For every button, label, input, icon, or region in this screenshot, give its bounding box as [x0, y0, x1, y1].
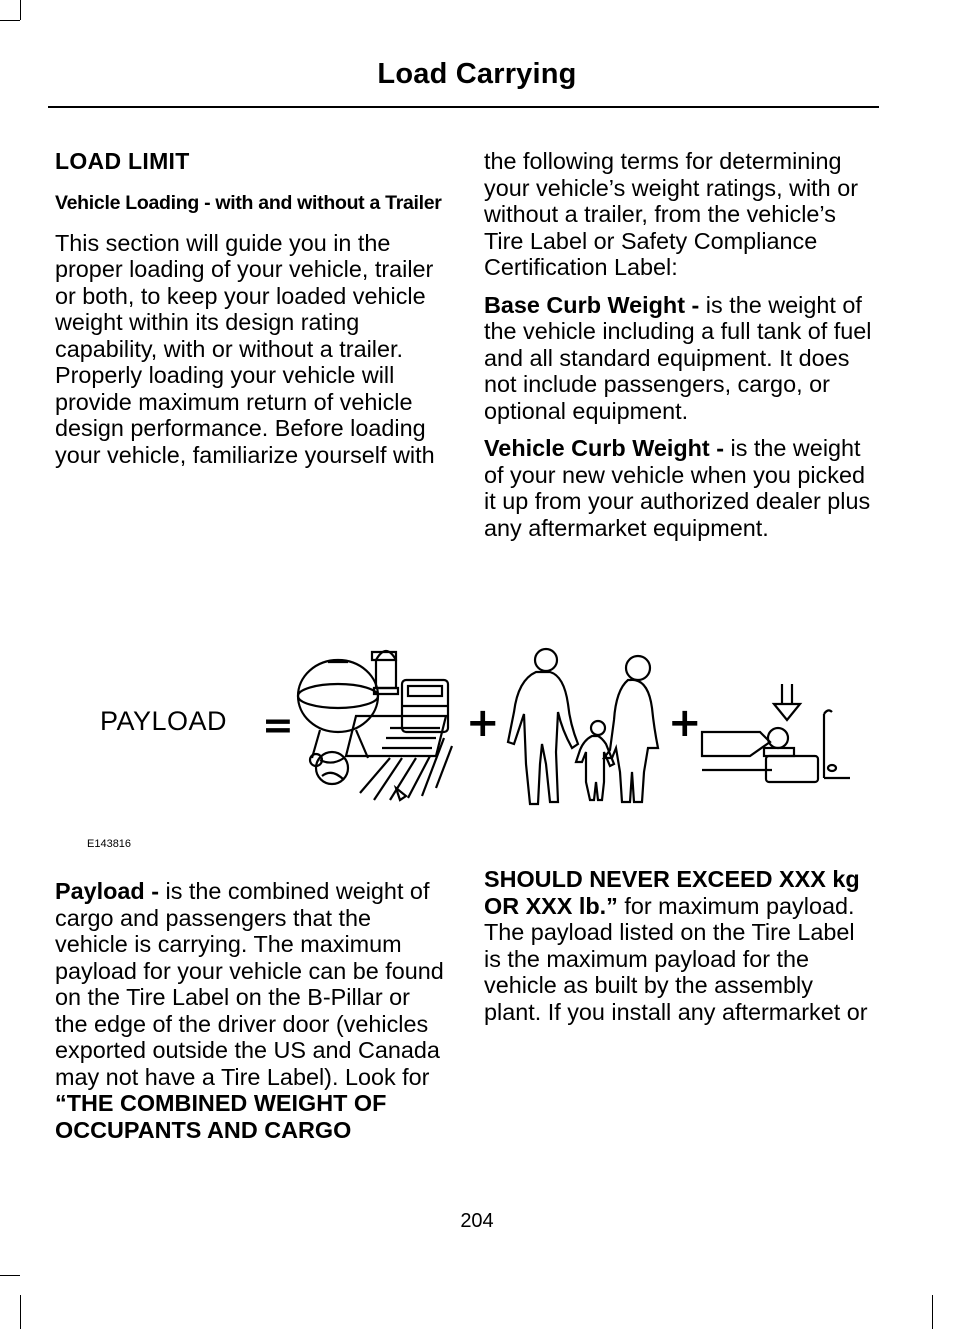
payload-illustration [90, 628, 850, 808]
plus-sign-2: + [668, 700, 702, 746]
left-column-bottom [55, 878, 445, 1154]
vehicle-curb-weight-term: Vehicle Curb Weight - [484, 435, 725, 461]
payload-continued-text: for maximum payload. The payload listed on the Tire Label is the maximum payload for the vehicle as built by the assembly plant. If you install any aftermarket or [484, 892, 868, 1025]
vehicle-curb-weight-paragraph [484, 435, 874, 541]
header-divider [48, 106, 879, 108]
section-heading: LOAD LIMIT [55, 148, 190, 174]
crop-mark-top-left-v [20, 0, 21, 20]
left-column-top [55, 148, 445, 479]
payload-term: Payload - [55, 878, 159, 904]
base-curb-weight-term: Base Curb Weight - [484, 291, 700, 318]
base-curb-weight-text: is the weight of the vehicle including a full tank of fuel and all standard equipment. It does not include passengers, cargo, or optional equipment. [484, 291, 872, 424]
payload-quote: “THE COMBINED WEIGHT OF OCCUPANTS AND CARGO [55, 1090, 387, 1143]
cargo-group-icon [298, 651, 452, 800]
trailer-hitch-icon [702, 684, 850, 782]
crop-mark-bottom-left-h [0, 1275, 20, 1276]
right-column-bottom [484, 866, 874, 1036]
payload-paragraph [55, 878, 445, 1143]
payload-text: is the combined weight of cargo and passengers that the vehicle is carrying. The maximum payload for your vehicle can be found on the Tire Label on the B-Pillar or the edge of the driver door (vehicles exported outside the US and Canada may not have a Tire Label). Look for [55, 878, 444, 1090]
image-id: E143816 [87, 838, 132, 850]
vehicle-curb-weight-text: is the weight of your new vehicle when you picked it up from your authorized dealer plus any aftermarket equipment. [484, 435, 871, 541]
payload-label: PAYLOAD [100, 706, 228, 736]
page-number: 204 [460, 1210, 494, 1232]
passengers-icon [508, 649, 658, 804]
subsection-heading: Vehicle Loading - with and without a Trailer [55, 191, 442, 214]
intro-paragraph: This section will guide you in the proper loading of your vehicle, trailer or both, to keep your loaded vehicle weight within its design rating capability, with or without a trailer. Properly loading your vehicle will provide maximum return of vehicle design performance. Before loading your vehicle, familiarize yourself with [55, 229, 435, 468]
equals-sign: = [262, 703, 294, 747]
payload-quote-continued: SHOULD NEVER EXCEED XXX kg OR XXX lb.” [484, 866, 860, 919]
base-curb-weight-paragraph [484, 292, 874, 425]
right-column-top [484, 148, 874, 552]
payload-continued-paragraph [484, 866, 874, 1025]
plus-sign: + [466, 700, 500, 746]
crop-mark-top-left-h [0, 20, 20, 21]
page-title: Load Carrying [377, 58, 577, 90]
crop-mark-bottom-right-v [932, 1295, 933, 1329]
terms-intro: the following terms for determining your vehicle’s weight ratings, with or without a trailer, from the vehicle’s Tire Label or Safety Compliance Certification Label: [484, 148, 858, 280]
crop-mark-bottom-left-v [20, 1295, 21, 1329]
